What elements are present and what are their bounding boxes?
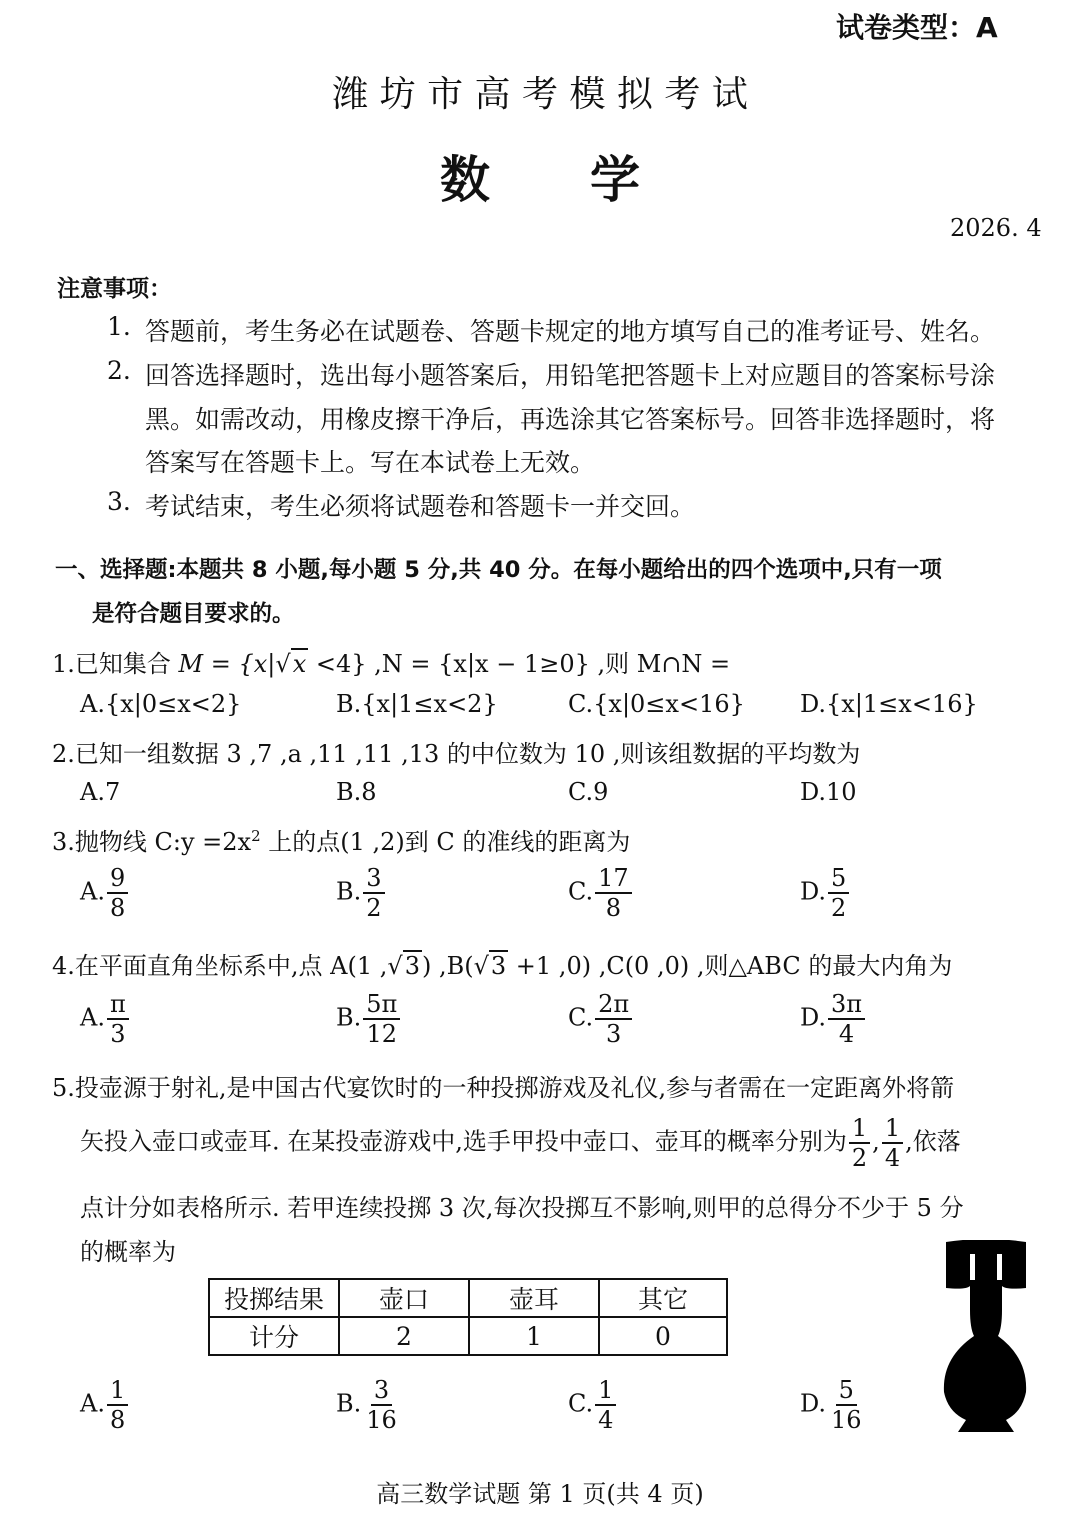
table-row	[209, 1279, 727, 1317]
fraction-num: 9	[107, 866, 128, 894]
option-a[interactable]	[80, 866, 130, 920]
table-cell: 计分	[209, 1317, 339, 1355]
notice-item-text: 黑。如需改动，用橡皮擦干净后，再选涂其它答案标号。回答非选择题时，将	[145, 405, 996, 434]
question-text: ,依落	[905, 1127, 961, 1156]
fraction	[363, 866, 384, 920]
exam-title: 潍 坊 市 高 考 模 拟 考 试	[332, 74, 748, 115]
fraction	[595, 866, 632, 920]
question-text: 点计分如表格所示. 若甲连续投掷 3 次,每次投掷互不影响,则甲的总得分不少于 5 分	[80, 1194, 964, 1222]
option-letter: C.	[568, 877, 594, 906]
option-text: {x|0≤x<2}	[104, 690, 242, 718]
option-c[interactable]	[568, 1378, 618, 1432]
option-b[interactable]	[336, 866, 387, 920]
option-letter: C.	[568, 1003, 594, 1032]
option-d[interactable]	[800, 992, 867, 1046]
option-letter: D.	[800, 690, 827, 718]
option-c[interactable]	[568, 778, 608, 806]
option-text: {x|1≤x<16}	[826, 690, 978, 718]
fraction-num: 1	[595, 1378, 616, 1406]
question-text-line	[80, 1116, 961, 1170]
table-header-cell: 壶耳	[469, 1279, 599, 1317]
fraction	[828, 866, 849, 920]
option-letter: D.	[800, 1003, 827, 1032]
fraction-num: 5π	[363, 992, 400, 1020]
fraction-den: 3	[606, 1020, 622, 1048]
fraction-den: 2	[851, 1144, 868, 1172]
table-header-cell: 其它	[599, 1279, 727, 1317]
fraction-num: π	[107, 992, 129, 1020]
fraction	[849, 1116, 870, 1170]
fraction	[828, 992, 865, 1046]
table-row	[209, 1317, 727, 1355]
question-3	[52, 822, 630, 857]
option-text: 9	[593, 778, 609, 806]
option-letter: A.	[80, 778, 105, 806]
notice-item-text: 答案写在答题卡上。写在本试卷上无效。	[145, 448, 596, 477]
question-number: 5.	[52, 1074, 75, 1102]
table-cell: 2	[339, 1317, 469, 1355]
question-text: +1 ,0) ,C(0 ,0) ,则△ABC 的最大内角为	[508, 952, 953, 980]
notice-item-num: 3.	[107, 487, 131, 516]
option-letter: A.	[80, 1003, 105, 1032]
option-letter: A.	[80, 690, 105, 718]
option-d[interactable]	[800, 1378, 867, 1432]
subject-title: 数 学	[440, 150, 640, 209]
option-a[interactable]	[80, 690, 241, 718]
question-2	[52, 734, 860, 769]
fraction-den: 4	[884, 1144, 901, 1172]
option-letter: D.	[800, 778, 827, 806]
fraction-num: 3π	[828, 992, 865, 1020]
notice-item-text: 回答选择题时，选出每小题答案后，用铅笔把答题卡上对应题目的答案标号涂	[145, 361, 996, 390]
fraction	[107, 1378, 128, 1432]
option-a[interactable]	[80, 1378, 130, 1432]
sqrt-icon: √	[275, 650, 291, 678]
notice-heading: 注意事项：	[57, 276, 172, 302]
question-text: 上的点(1 ,2)到 C 的准线的距离为	[260, 828, 631, 856]
sqrt-body: 3	[490, 952, 507, 980]
fraction-num: 2π	[595, 992, 632, 1020]
fraction-den: 4	[598, 1406, 614, 1434]
question-text: 抛物线 C:y =2x	[74, 828, 252, 856]
question-4	[52, 946, 952, 981]
section-heading: 一、选择题:本题共 8 小题,每小题 5 分,共 40 分。在每小题给出的四个选项中,只有一项	[55, 557, 942, 583]
fraction-den: 8	[109, 1406, 126, 1434]
fraction-den: 4	[838, 1020, 855, 1048]
fraction-num: 5	[836, 1378, 857, 1406]
option-letter: B.	[336, 690, 362, 718]
option-text: 8	[361, 778, 377, 806]
question-number: 3.	[52, 828, 75, 856]
question-text: 投壶源于射礼,是中国古代宴饮时的一种投掷游戏及礼仪,参与者需在一定距离外将箭	[74, 1074, 955, 1102]
option-letter: B.	[336, 778, 362, 806]
fraction	[363, 992, 400, 1046]
question-1	[52, 644, 730, 679]
notice-item-text: 考试结束，考生必须将试题卷和答题卡一并交回。	[145, 492, 696, 521]
option-b[interactable]	[336, 778, 377, 806]
option-letter: D.	[800, 1389, 827, 1418]
page-footer: 高三数学试题 第 1 页(共 4 页)	[376, 1480, 704, 1508]
question-text: 已知集合	[74, 650, 179, 678]
question-number: 2.	[52, 740, 75, 768]
fraction-den: 16	[831, 1406, 862, 1434]
option-letter: A.	[80, 877, 105, 906]
fraction-num: 3	[371, 1378, 392, 1406]
sqrt-body: 3	[404, 952, 420, 980]
fraction	[107, 992, 129, 1046]
fraction-den: 16	[366, 1406, 397, 1434]
fraction-num: 17	[595, 866, 632, 894]
fraction-den: 8	[605, 894, 622, 922]
fraction	[107, 866, 128, 920]
option-text: {x|0≤x<16}	[593, 690, 745, 718]
option-b[interactable]	[336, 690, 498, 718]
table-header-cell: 投掷结果	[209, 1279, 339, 1317]
option-c[interactable]	[568, 992, 634, 1046]
table-cell: 1	[469, 1317, 599, 1355]
option-c[interactable]	[568, 690, 745, 718]
fraction	[595, 992, 632, 1046]
option-d[interactable]	[800, 778, 857, 806]
scoring-table	[208, 1278, 728, 1356]
notice-item-num: 2.	[107, 356, 131, 385]
fraction	[363, 1378, 400, 1432]
option-letter: A.	[80, 1389, 105, 1418]
exponent: 2	[251, 827, 261, 845]
pot-vase-image	[936, 1240, 1036, 1440]
sqrt-icon: √	[387, 952, 403, 980]
sqrt-body: x	[292, 650, 307, 678]
fraction	[882, 1116, 903, 1170]
question-number: 1.	[52, 650, 75, 678]
notice-item-num: 1.	[107, 312, 131, 341]
fraction	[595, 1378, 616, 1432]
fraction-den: 2	[831, 894, 847, 922]
fraction-den: 12	[366, 1020, 398, 1048]
question-5	[52, 1068, 954, 1103]
sqrt-icon: √	[473, 952, 489, 980]
table-header-cell: 壶口	[339, 1279, 469, 1317]
question-text: <4} ,	[308, 650, 382, 678]
question-text: 的概率为	[80, 1238, 176, 1266]
option-letter: C.	[568, 1389, 594, 1418]
question-text: ) ,B(	[421, 952, 474, 980]
question-text: ,	[872, 1127, 880, 1156]
option-c[interactable]	[568, 866, 634, 920]
section-heading: 是符合题目要求的。	[92, 601, 295, 627]
fraction-num: 5	[828, 866, 849, 894]
option-b[interactable]	[336, 1378, 402, 1432]
question-text: 矢投入壶口或壶耳. 在某投壶游戏中,选手甲投中壶口、壶耳的概率分别为	[80, 1127, 847, 1156]
question-number: 4.	[52, 952, 75, 980]
option-d[interactable]	[800, 690, 978, 718]
set-m: M = {x|	[178, 650, 276, 678]
fraction-num: 1	[107, 1378, 128, 1406]
fraction-den: 8	[109, 894, 126, 922]
option-letter: C.	[568, 778, 594, 806]
question-text: 在平面直角坐标系中,点 A(1 ,	[74, 952, 388, 980]
table-cell: 0	[599, 1317, 727, 1355]
fraction-den: 2	[366, 894, 382, 922]
option-a[interactable]	[80, 992, 131, 1046]
option-d[interactable]	[800, 866, 851, 920]
question-text: N = {x|x − 1≥0} ,则 M∩N =	[381, 650, 731, 678]
fraction-num: 1	[882, 1116, 903, 1144]
option-letter: B.	[336, 877, 362, 906]
question-text: 已知一组数据 3 ,7 ,a ,11 ,11 ,13 的中位数为 10 ,则该组数据的平均数为	[74, 740, 861, 768]
notice-item-text: 答题前，考生务必在试题卷、答题卡规定的地方填写自己的准考证号、姓名。	[145, 317, 996, 346]
option-b[interactable]	[336, 992, 402, 1046]
option-a[interactable]	[80, 778, 120, 806]
option-letter: B.	[336, 1003, 362, 1032]
option-letter: C.	[568, 690, 594, 718]
option-letter: D.	[800, 877, 827, 906]
option-text: 7	[104, 778, 121, 806]
paper-type: 试卷类型：A	[836, 11, 998, 44]
fraction-num: 3	[363, 866, 384, 894]
fraction-den: 3	[110, 1020, 126, 1048]
option-text: 10	[826, 778, 857, 806]
option-text: {x|1≤x<2}	[361, 690, 498, 718]
fraction	[828, 1378, 865, 1432]
exam-date: 2026. 4	[950, 214, 1042, 242]
option-letter: B.	[336, 1389, 362, 1418]
fraction-num: 1	[849, 1116, 870, 1144]
